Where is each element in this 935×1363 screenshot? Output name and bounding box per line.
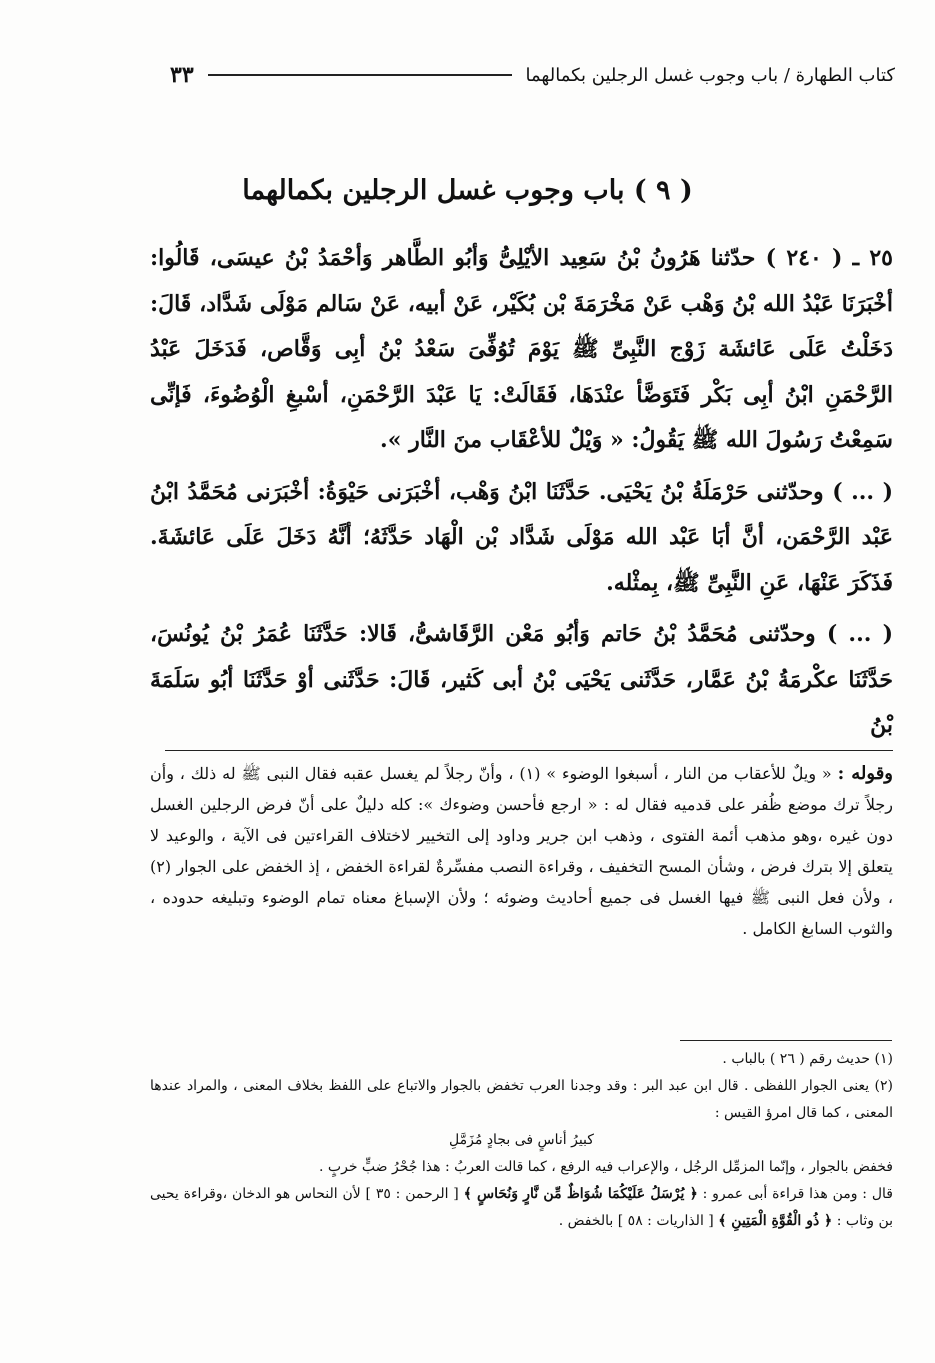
- footnotes: [150, 1046, 893, 1235]
- quran-verse-2: ﴿ ذُو الْقُوَّةِ الْمَتِينِ ﴾: [718, 1213, 833, 1229]
- commentary-separator: [165, 750, 893, 751]
- quran-reference-2: [ الذاريات : ٥٨ ] بالخفض .: [558, 1213, 714, 1229]
- hadith-paragraph: [150, 470, 893, 607]
- hadith-text: وحدّثنى حَرْمَلَةُ بْنُ يَحْيَى. حَدَّثَنَا ابْنُ وَهْب، أخْبَرَنى حَيْوَةُ: أخْبَرَنى مُحَمَّدُ ابْنُ عَبْد الرَّحْمَن، أنَّ أبَا عَبْد الله مَوْلَى شَدَّاد بْن الْهَاد حَدَّثَهُ؛ أنَّهُ دَخَلَ عَلَى عَائشَةَ. فَذَكَرَ عَنْهَا، عَنِ النَّبِىِّ ﷺ، بِمثْله.: [150, 478, 893, 596]
- commentary: [150, 758, 893, 944]
- hadith-text: وحدّثنى مُحَمَّدُ بْنُ حَاتم وَأبُو مَعْن الرَّقَاشىُّ، قَالا: حَدَّثَنَا عُمَرُ بْنُ يُونُسَ، حَدَّثَنَا عكْرمَةُ بْنُ عَمَّار، حَدَّثَنى يَحْيَى بْنُ أبى كَثير، قَالَ: حَدَّثَنى أوْ حَدَّثَنَا أبُو سَلَمَةَ بْنُ: [150, 621, 893, 738]
- footnote-2-continued: فخفض بالجوار ، وإنّما المزمِّل الرجُل ، والإعراب فيه الرفع ، كما قالت العربُ : هذا جُحْرُ ضبٍّ خربٍ .: [319, 1159, 893, 1175]
- running-title: كتاب الطهارة / باب وجوب غسل الرجلين بكمالهما: [525, 64, 895, 86]
- footnote-2: (٢) يعنى الجوار اللفظى . قال ابن عبد البر : وقد وجدنا العرب تخفض بالجوار والاتباع على اللفظ بخلاف المعنى ، والمراد عندها المعنى ، كما قال امرؤ القيس :: [150, 1078, 893, 1121]
- quran-verse-1: ﴿ يُرْسَلُ عَلَيْكُمَا شُوَاظٌ مِّن نَّارٍ وَنُحَاسٍ ﴾: [463, 1186, 698, 1202]
- hadith-body: [150, 236, 893, 749]
- hadith-paragraph: [150, 612, 893, 749]
- quran-reference-1: [ الرحمن : ٣٥ ] لأن النحاس هو الدخان ،وقراءة يحيى بن وثاب :: [150, 1186, 893, 1229]
- commentary-text: « ويلٌ للأعقاب من النار ، أسبغوا الوضوء » (١) ، وأنّ رجلاً لم يغسل عقبه فقال النبى ﷺ له ذلك ، وأن رجلاً ترك موضع ظُفر على قدميه فقال له : « ارجع فأحسن وضوءك »: كله دليلٌ على أنّ فرض الرجلين الغسل دون غيره ،وهو مذهب أئمة الفتوى ، وذهب ابن جرير وداود إلى التخيير لاختلاف القراءتين فى الآية ، والوعيد لا يتعلق إلا بترك فرض ، وشأن المسح التخفيف ، وقراءة النصب مفسِّرةٌ لقراءة الخفض ، إذ الخفض على الجوار (٢) ، ولأن فعل النبى ﷺ فيها الغسل فى جميع أحاديث وضوئه ؛ ولأن الإسباغ معناه تمام الوضوء وتبليغه حدوده ، والثوب السابغ الكامل .: [150, 764, 893, 938]
- hadith-number: ٢٥ ـ ( ٢٤٠ ): [765, 245, 893, 271]
- commentary-paragraph: [150, 758, 893, 944]
- header-rule: [208, 74, 512, 76]
- footnote-2-quran: [150, 1181, 893, 1235]
- poetry-verse: كبيرُ أناسٍ فى بجادٍ مُزَمَّلِ: [449, 1132, 594, 1148]
- hadith-number: ( ... ): [826, 621, 893, 647]
- footnote-1: (١) حديث رقم ( ٢٦ ) بالباب .: [722, 1051, 893, 1067]
- chapter-title: ( ٩ ) باب وجوب غسل الرجلين بكمالهما: [242, 175, 693, 206]
- page-number: ٣٣: [170, 62, 194, 88]
- running-header: [170, 58, 895, 92]
- hadith-paragraph: [150, 236, 893, 464]
- footnote-separator: [680, 1040, 892, 1041]
- quran-intro: قال : ومن هذا قراءة أبى عمرو :: [702, 1186, 893, 1202]
- hadith-text: حدّثنا هَرُونُ بْنُ سَعِيد الأيْلِىُّ وَأبُو الطَّاهر وَأحْمَدُ بْنُ عيسَى، قَالُوا: أخْبَرَنَا عَبْدُ الله بْنُ وَهْب عَنْ مَخْرَمَةَ بْن بُكَيْر، عَنْ أبيه، عَنْ سَالم مَوْلَى شَدَّاد، قَالَ: دَخَلْتُ عَلَى عَائشَة زَوْج النَّبِىِّ ﷺ يَوْمَ تُوُفِّىَ سَعْدُ بْنُ أبِى وَقَّاص، فَدَخَلَ عَبْدُ الرَّحْمَنِ ابْنُ أبِى بَكْر فَتَوَضَّأ عنْدَهَا، فَقَالَتْ: يَا عَبْدَ الرَّحْمَنِ، أسْبغِ الْوُضُوءَ، فَإنِّى سَمِعْتُ رَسُولَ الله ﷺ يَقُولُ: « وَيْلٌ للأعْقَاب منَ النَّار ».: [150, 245, 893, 453]
- hadith-number: ( ... ): [832, 478, 893, 505]
- commentary-lead: وقوله :: [837, 763, 893, 784]
